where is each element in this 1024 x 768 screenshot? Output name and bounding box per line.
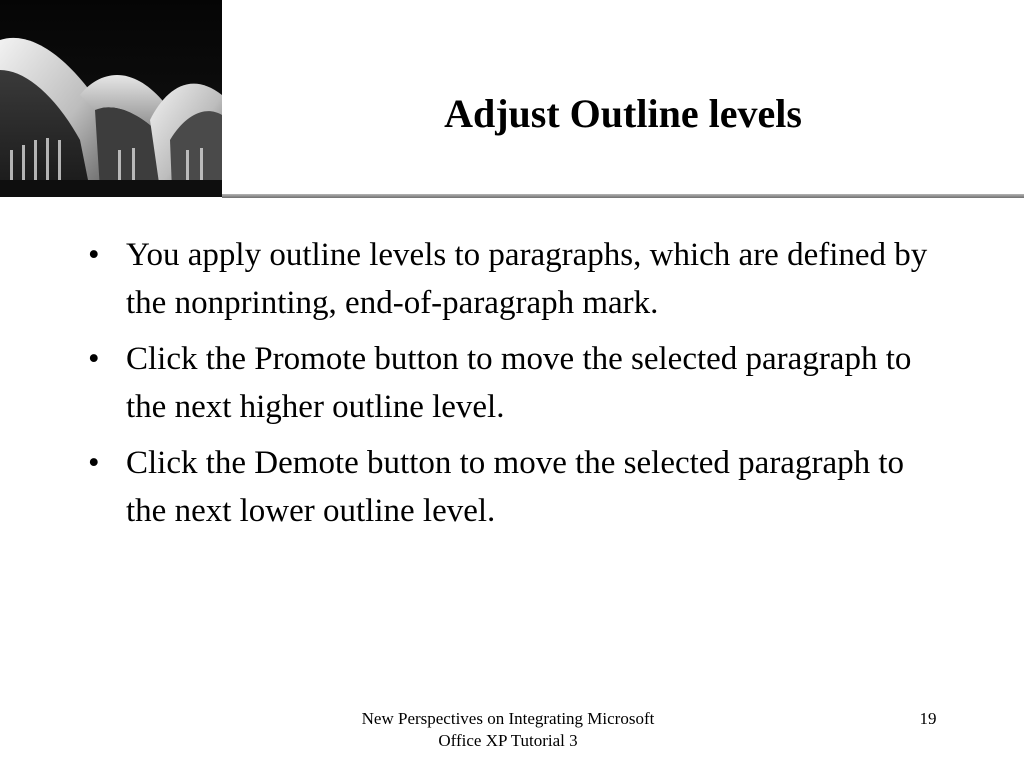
- bullet-item: [82, 232, 942, 327]
- bullet-list: [82, 232, 942, 544]
- slide-title: Adjust Outline levels: [444, 91, 802, 136]
- header-divider: [222, 194, 1024, 198]
- opera-house-photo: [0, 0, 222, 197]
- page-number: 19: [919, 709, 937, 728]
- bullet-text: You apply outline levels to paragraphs, which are defined by the nonprinting, end-of-paragraph mark.: [126, 237, 928, 321]
- bullet-glyph: •: [88, 445, 100, 481]
- bullet-text: Click the Promote button to move the selected paragraph to the next higher outline level.: [126, 341, 912, 425]
- bullet-item: [82, 336, 942, 431]
- bullet-text: Click the Demote button to move the selected paragraph to the next lower outline level.: [126, 445, 905, 529]
- bullet-item: [82, 440, 942, 535]
- bullet-glyph: •: [88, 341, 100, 377]
- footer-caption: [330, 708, 686, 752]
- footer-line-1: New Perspectives on Integrating Microsoft: [361, 709, 655, 728]
- footer-line-2: Office XP Tutorial 3: [438, 731, 578, 750]
- bullet-glyph: •: [88, 237, 100, 273]
